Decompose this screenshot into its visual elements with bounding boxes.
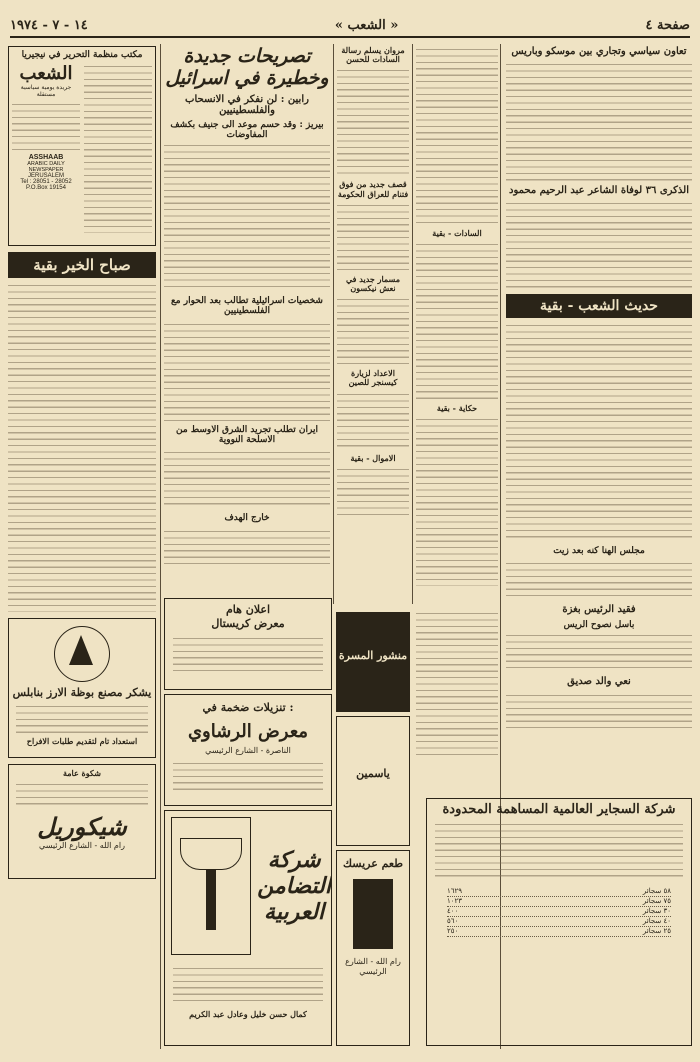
- table-cell-item: ٧٥ سجائر: [642, 897, 671, 905]
- article-headline: خارج الهدف: [224, 513, 270, 524]
- article-body: [416, 241, 498, 401]
- door-illustration-icon: [353, 879, 393, 949]
- advertisement: [336, 850, 410, 1046]
- sink-illustration-icon: [171, 817, 251, 955]
- advertisement: [8, 764, 156, 879]
- lead-subheadline: رابين : لن نفكر في الانسحاب والفلسطينيين: [185, 93, 309, 117]
- ad-brand: منشور المسرة: [338, 649, 408, 662]
- article-headline: شخصيات اسرائيلية تطالب بعد الحوار مع الفلسطينيين: [171, 296, 323, 317]
- article-headline: الاعداد لزيارة كيسنجر للصين: [348, 368, 398, 388]
- masthead-box: [8, 46, 156, 246]
- table-row: [447, 907, 671, 917]
- lead-headline-block: [164, 46, 330, 142]
- article-headline: الذكرى ٣٦ لوفاة الشاعر عبد الرحيم محمود: [508, 184, 690, 196]
- ad-brand: معرض كريستال: [211, 617, 285, 630]
- article-headline: مكتب منظمة التحرير في نيجيريا: [21, 50, 143, 60]
- ad-brand: شيكوريل: [37, 812, 127, 841]
- table-row: [447, 897, 671, 907]
- ad-address: رام الله - الشارع الرئيسي: [39, 841, 125, 850]
- header-date: ١٤ - ٧ - ١٩٧٤: [10, 17, 88, 33]
- table-row: [447, 887, 671, 897]
- header-paper-name: « الشعب »: [334, 17, 399, 33]
- article-subheadline: باسل نصوح الريس: [563, 619, 635, 630]
- header-page-number: صفحة ٤: [645, 17, 690, 33]
- article-headline: فقيد الرئيس بغزة: [562, 604, 636, 616]
- advertisement: [336, 716, 410, 846]
- article-headline: نعي والد صديق: [567, 676, 631, 688]
- article-body: [164, 321, 330, 421]
- column-rule: [412, 44, 413, 604]
- table-cell-price: ١٦٢٩: [447, 887, 463, 895]
- page-header: [10, 14, 690, 38]
- table-cell-item: ٢٥ سجائر: [642, 927, 671, 935]
- advertisement: [164, 694, 332, 806]
- article-body: [506, 692, 692, 732]
- ad-brand: معرض الرشاوي: [187, 721, 309, 742]
- article-body: [506, 200, 692, 290]
- lead-headline: تصريحات جديدة وخطيرة في اسرائيل: [165, 46, 329, 89]
- ad-headline: شركة السجاير العالمية المساهمة المحدودة: [442, 802, 676, 817]
- article-column: [416, 610, 498, 760]
- advertisement: [336, 612, 410, 712]
- article-body: [506, 560, 692, 600]
- ad-headline: شكوة عامة: [62, 768, 101, 778]
- masthead: [12, 63, 80, 233]
- ad-brand: طعم عريسك: [343, 857, 403, 870]
- article-headline: حكاية - بقية: [436, 403, 478, 414]
- masthead-tagline: جريدة يومية سياسية مستقلة: [20, 84, 72, 99]
- table-cell-price: ٤٠٠: [447, 907, 459, 915]
- table-cell-price: ١٠٢٣: [447, 897, 463, 905]
- ad-address: رام الله - الشارع الرئيسي: [345, 957, 401, 976]
- ad-headline: اعلان هام: [225, 603, 271, 616]
- article-body: [164, 142, 330, 292]
- article-headline: تعاون سياسي وتجاري بين موسكو وباريس: [511, 46, 687, 57]
- masthead-en-name: ASSHAAB: [28, 154, 64, 162]
- masthead-tel: Tel : 28051 - 28052: [20, 179, 72, 186]
- article-body: [164, 449, 330, 509]
- price-table: [447, 887, 671, 937]
- column-title-banner: حديث الشعب - بقية: [506, 294, 692, 318]
- article-headline: مجلس الهنا كنه بعد زيت: [553, 546, 645, 556]
- table-cell-item: ٤٠ سجائر: [642, 917, 671, 925]
- ad-brand: شركة التضامن العربية: [257, 847, 332, 925]
- column-right: [506, 46, 692, 786]
- article-body: [84, 63, 152, 233]
- column-center-right-2: [416, 46, 498, 606]
- article-body: [506, 632, 692, 672]
- article-headline: قصف جديد من فوق فتنام للعراق الحكومة: [337, 179, 409, 199]
- column-left: [8, 46, 156, 1046]
- masthead-name: الشعب: [19, 63, 73, 85]
- masthead-box-number: P.O.Box 19154: [26, 185, 66, 192]
- article-body: [337, 296, 409, 366]
- ad-address: الناصرة - الشارع الرئيسي: [205, 746, 291, 755]
- table-cell-item: ٣٠ سجائر: [642, 907, 671, 915]
- ad-brand: ياسمين: [356, 767, 390, 780]
- advertisement: [426, 798, 692, 1046]
- column-center-right: [337, 46, 409, 606]
- column-title-banner: صباح الخير بقية: [8, 252, 156, 278]
- table-cell-price: ٢٥٠: [447, 927, 459, 935]
- article-body: [337, 391, 409, 451]
- column-rule: [333, 44, 334, 604]
- article-body: [337, 466, 409, 516]
- advertisement: [164, 598, 332, 690]
- masthead-en-desc: ARABIC DAILY NEWSPAPER: [27, 161, 65, 174]
- article-body: [416, 610, 498, 760]
- article-body: [8, 282, 156, 612]
- advertisement: [8, 618, 156, 758]
- article-headline: مروان يسلم رسالة السادات للحسن: [341, 46, 405, 65]
- ad-text: استعداد تام لتقديم طلبات الافراح: [26, 736, 138, 746]
- article-body: [337, 67, 409, 177]
- article-body: [506, 61, 692, 181]
- article-body: [337, 202, 409, 272]
- table-cell-item: ٥٨ سجائر: [642, 887, 671, 895]
- masthead-en-city: JERUSALEM: [27, 173, 64, 180]
- table-row: [447, 927, 671, 937]
- ad-headline: يشكر مصنع بوظة الارز بنابلس: [12, 686, 152, 699]
- article-headline: مسمار جديد في نعش نيكسون: [346, 273, 400, 293]
- article-body: [506, 322, 692, 542]
- ad-headline: تنزيلات ضخمة في :: [202, 701, 294, 714]
- advertisement: [164, 810, 332, 1046]
- article-headline: ايران تطلب تجريد الشرق الاوسط من الاسلحة النووية: [176, 424, 318, 446]
- lead-subheadline: بيريز : وقد حسم موعد الى جنيف بكشف المفاوضات: [170, 119, 324, 141]
- table-row: [447, 917, 671, 927]
- article-body: [164, 528, 330, 568]
- column-rule: [160, 44, 161, 1049]
- article-headline: السادات - بقية: [432, 228, 482, 238]
- article-headline: الاموال - بقية: [350, 452, 396, 463]
- article-body: [416, 46, 498, 226]
- cedar-logo-icon: [54, 626, 110, 682]
- article-body: [416, 416, 498, 586]
- table-cell-price: ٥٦٠: [447, 917, 459, 925]
- ad-text: كمال حسن خليل وعادل عبد الكريم: [189, 1009, 307, 1019]
